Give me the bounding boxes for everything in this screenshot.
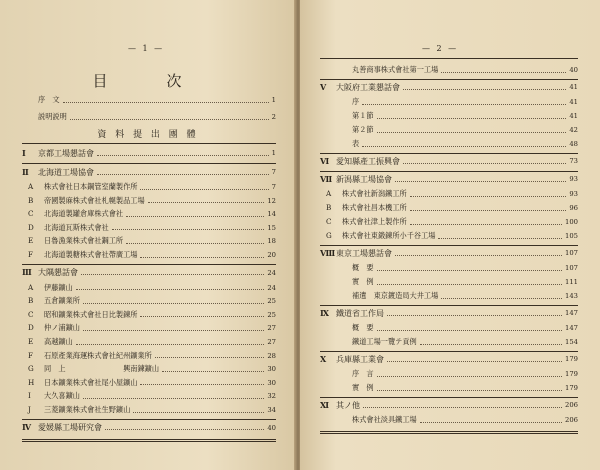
leader-dots [362,146,566,147]
toc-label: 序 文 [38,95,60,104]
toc-entry-row [22,390,276,402]
page-title: 目 次 [92,72,204,90]
leader-dots [83,398,264,399]
toc-page-number: 40 [569,66,578,74]
toc-label: 大久喜鑛山 [44,391,80,401]
toc-index: Ⅹ [320,353,327,364]
toc-page-number: 20 [267,251,276,259]
toc-label: 北海道製罐倉庫株式會社 [44,209,124,219]
section-divider [22,264,276,265]
toc-page-number: 32 [267,392,276,401]
toc-entry-row [320,188,578,200]
leader-dots [403,163,566,164]
toc-entry-row [22,377,276,389]
toc-label: 日本鑛業株式會社尾小屋鑛山 [44,377,138,387]
toc-page-number: 107 [565,264,578,272]
toc-label: 愛媛縣工場研究會 [38,423,102,433]
toc-label: 概 要 [352,323,374,332]
toc-page-number: 40 [267,423,276,432]
toc-page-number: 27 [267,338,276,346]
leader-dots [438,238,562,239]
leader-dots [126,216,264,217]
toc-entry-row [22,295,276,307]
leader-dots [162,371,264,372]
toc-index: A [326,189,332,198]
leader-dots [140,257,264,258]
toc-page-number: 25 [267,310,276,319]
leader-dots [377,284,562,285]
leader-dots [63,102,269,103]
toc-entry-row [22,222,276,234]
toc-label: 表 [352,139,360,148]
toc-label: 株式會社新潟鐵工所 [342,189,407,198]
toc-index: H [28,377,35,387]
toc-index: Ⅷ [320,247,336,258]
toc-entry-row [320,96,578,108]
toc-label: 昭和鑛業株式會社日比製鍊所 [44,309,138,319]
toc-page-number: 24 [267,283,276,292]
toc-index: F [28,350,33,360]
toc-entry-row [320,230,578,242]
leader-dots [83,330,264,331]
toc-index: Ⅵ [320,155,330,166]
section-rule [22,143,276,144]
toc-entry-row [320,110,578,122]
toc-index: I [28,391,31,401]
toc-index: B [326,203,332,212]
toc-entry-row [22,322,276,334]
toc-entry-row [22,249,276,261]
toc-entry-row [22,363,276,375]
toc-label: 株式會社津上製作所 [342,217,407,226]
toc-page-number: 48 [569,140,578,148]
toc-label: 補遺 東京鍍造局大井工場 [352,291,439,300]
leader-dots [377,330,562,331]
toc-page-number: 147 [565,309,578,317]
leader-dots [395,255,562,256]
toc-index: Ⅳ [22,422,32,433]
toc-label: 鐵道工場一覽テ貢例 [352,337,417,346]
toc-index: G [326,231,332,240]
top-rule [320,58,578,59]
toc-label: 株式會社日本鋼管室蘭製作所 [44,182,138,191]
toc-index: A [28,182,34,191]
toc-entry-row [320,124,578,136]
toc-section-row [320,399,578,411]
toc-label: 序 [352,97,360,106]
toc-entry-row [22,195,276,207]
toc-entry-row [320,64,578,76]
toc-entry-row [320,414,578,426]
toc-page-number: 206 [565,401,578,409]
toc-page-number: 41 [569,112,578,120]
toc-label: 實 例 [352,383,374,392]
toc-index: F [28,250,33,259]
toc-index: Ⅲ [22,267,32,278]
left-page [0,0,296,470]
toc-page-number: 24 [267,268,276,277]
toc-label: 三菱鑛業株式會社生野鑛山 [44,405,131,414]
leader-dots [377,270,562,271]
section-heading: 資 料 提 出 團 體 [97,130,199,140]
section-divider [22,419,276,420]
leader-dots [140,316,264,317]
toc-label: 新潟縣工場協會 [336,174,392,184]
toc-index: Ⅰ [22,147,26,158]
leader-dots [410,224,562,225]
toc-page-number: 41 [569,98,578,106]
toc-section-row [320,155,578,167]
toc-page-number: 93 [569,175,578,183]
leader-dots [420,422,562,423]
leader-dots [377,390,562,391]
leader-dots [403,89,566,90]
bottom-rule [320,431,578,434]
toc-index: D [28,323,34,333]
leader-dots [377,118,567,119]
toc-label: 第１節 [352,111,374,120]
toc-entry-row [320,336,578,348]
toc-entry-row [22,309,276,321]
leader-dots [387,361,562,362]
toc-page-number: 28 [267,351,276,360]
right-page [300,0,600,470]
leader-dots [70,119,269,120]
toc-entry-row [320,262,578,274]
leader-dots [155,357,265,358]
toc-index: B [28,296,34,306]
toc-page-number: 179 [565,355,578,363]
toc-index: Ⅺ [320,399,330,410]
toc-page-number: 25 [267,297,276,306]
toc-page-number: 179 [565,370,578,378]
toc-page-number: 100 [565,218,578,226]
toc-entry-row [22,350,276,362]
leader-dots [140,189,268,190]
toc-page-number: 179 [565,384,578,392]
leader-dots [363,407,562,408]
toc-page-number: 1 [271,96,276,104]
toc-page-number: 93 [569,190,578,198]
toc-index: A [28,282,34,292]
toc-entry-row [22,282,276,294]
toc-entry-row [320,322,578,334]
toc-page-number: 41 [569,83,578,91]
toc-index: C [28,209,34,219]
toc-page-number: 42 [569,126,578,134]
toc-entry-row [320,138,578,150]
toc-index: B [28,195,34,205]
toc-page-number: 18 [267,237,276,246]
toc-index: E [28,236,34,246]
toc-label: 兵庫縣工業會 [336,354,384,364]
leader-dots [441,72,566,73]
toc-entry-row [320,276,578,288]
toc-section-row [320,247,578,259]
toc-label: 北海道工場協會 [38,167,94,177]
leader-dots [362,104,566,105]
toc-page-number: 30 [267,365,276,374]
toc-section-row [22,147,276,159]
toc-label: 序 言 [352,369,374,378]
toc-section-row [22,422,276,434]
page-number-right: — 2 — [422,44,459,53]
leader-dots [97,155,269,156]
toc-index: C [326,217,332,226]
toc-entry-row [22,94,276,106]
toc-index: E [28,337,34,346]
toc-entry-row [22,111,276,123]
toc-label: 仲ノ浦鑛山 [44,323,80,333]
toc-page-number: 143 [565,292,578,300]
leader-dots [377,376,562,377]
toc-page-number: 1 [271,149,276,157]
leader-dots [420,344,562,345]
toc-section-row [320,81,578,93]
toc-page-number: 111 [565,278,578,286]
leader-dots [441,298,562,299]
toc-entry-row [22,181,276,193]
leader-dots [126,243,264,244]
toc-label: 伊藤鑛山 [44,282,73,292]
toc-entry-row [320,202,578,214]
toc-entry-row [320,216,578,228]
leader-dots [81,274,264,275]
toc-index: Ⅸ [320,307,330,318]
leader-dots [377,132,567,133]
toc-page-number: 14 [267,210,276,219]
toc-index: G [28,364,34,374]
leader-dots [83,303,264,304]
toc-index: Ⅴ [320,81,327,92]
toc-page-number: 105 [565,232,578,240]
toc-entry-row [22,208,276,220]
toc-label: 大隅懇話會 [38,268,78,278]
leader-dots [76,289,265,290]
page-number-left: — 1 — [128,44,165,53]
toc-entry-row [22,235,276,247]
toc-index: C [28,309,34,319]
toc-page-number: 73 [569,157,578,165]
toc-label: 株式會社東鍛鍊所小千谷工場 [342,231,436,240]
leader-dots [395,181,566,182]
toc-label: 愛知縣產工振興會 [336,156,400,166]
toc-label: 高越鑛山 [44,337,73,346]
toc-label: 京都工場懇話會 [38,148,94,158]
toc-label: 帝國製麻株式會社札幌製品工場 [44,195,145,205]
toc-page-number: 27 [267,324,276,333]
toc-label: 説明説明 [38,112,67,121]
toc-page-number: 7 [271,183,276,191]
toc-label: 石原產業海運株式會社紀州鑛業所 [44,350,152,360]
toc-section-row [320,353,578,365]
toc-label: 丸善商事株式會社第一工場 [352,65,439,74]
toc-entry-row [22,336,276,348]
toc-page-number: 12 [267,196,276,205]
toc-index: Ⅶ [320,173,333,184]
toc-entry-row [22,404,276,416]
toc-section-row [22,166,276,178]
toc-label: 實 例 [352,277,374,286]
toc-label: 第２節 [352,125,374,134]
leader-dots [133,412,264,413]
toc-label: 株式會社昌本機工所 [342,203,407,212]
toc-entry-row [320,290,578,302]
toc-entry-row [320,382,578,394]
leader-dots [387,315,562,316]
toc-section-row [320,173,578,185]
toc-index: D [28,222,34,232]
toc-page-number: 147 [565,324,578,332]
toc-page-number: 15 [267,223,276,232]
leader-dots [105,429,264,430]
toc-label: 東京工場懇話會 [336,248,392,258]
toc-label: 概 要 [352,263,374,272]
leader-dots [97,174,269,175]
toc-index: Ⅱ [22,166,29,177]
toc-page-number: 206 [565,416,578,424]
toc-page-number: 2 [271,113,276,121]
toc-page-number: 154 [565,338,578,346]
toc-label: 五倉鑛業所 [44,296,80,306]
toc-label: 北海道瓦斯株式會社 [44,222,109,232]
bottom-rule [22,439,276,442]
toc-label: 大阪府工業懇話會 [336,82,400,92]
toc-label: 其ノ他 [336,400,360,410]
toc-label: 日魯漁業株式會社鋼工所 [44,236,124,246]
toc-label: 同 上 興南鍊鑛山 [44,364,160,374]
toc-page-number: 7 [271,168,276,176]
toc-page-number: 30 [267,378,276,387]
toc-page-number: 34 [267,406,276,414]
leader-dots [140,384,264,385]
toc-page-number: 107 [565,249,578,257]
toc-section-row [320,307,578,319]
toc-label: 北海道製糖株式會社帶廣工場 [44,250,138,259]
leader-dots [148,202,265,203]
toc-page-number: 96 [569,204,578,212]
toc-entry-row [320,368,578,380]
toc-index: J [28,405,31,414]
leader-dots [410,196,567,197]
toc-label: 鐵道省工作局 [336,308,384,318]
leader-dots [410,210,567,211]
toc-section-row [22,267,276,279]
leader-dots [76,344,265,345]
section-divider [22,163,276,164]
leader-dots [112,229,265,230]
toc-label: 株式會社淡具鐵工場 [352,415,417,424]
